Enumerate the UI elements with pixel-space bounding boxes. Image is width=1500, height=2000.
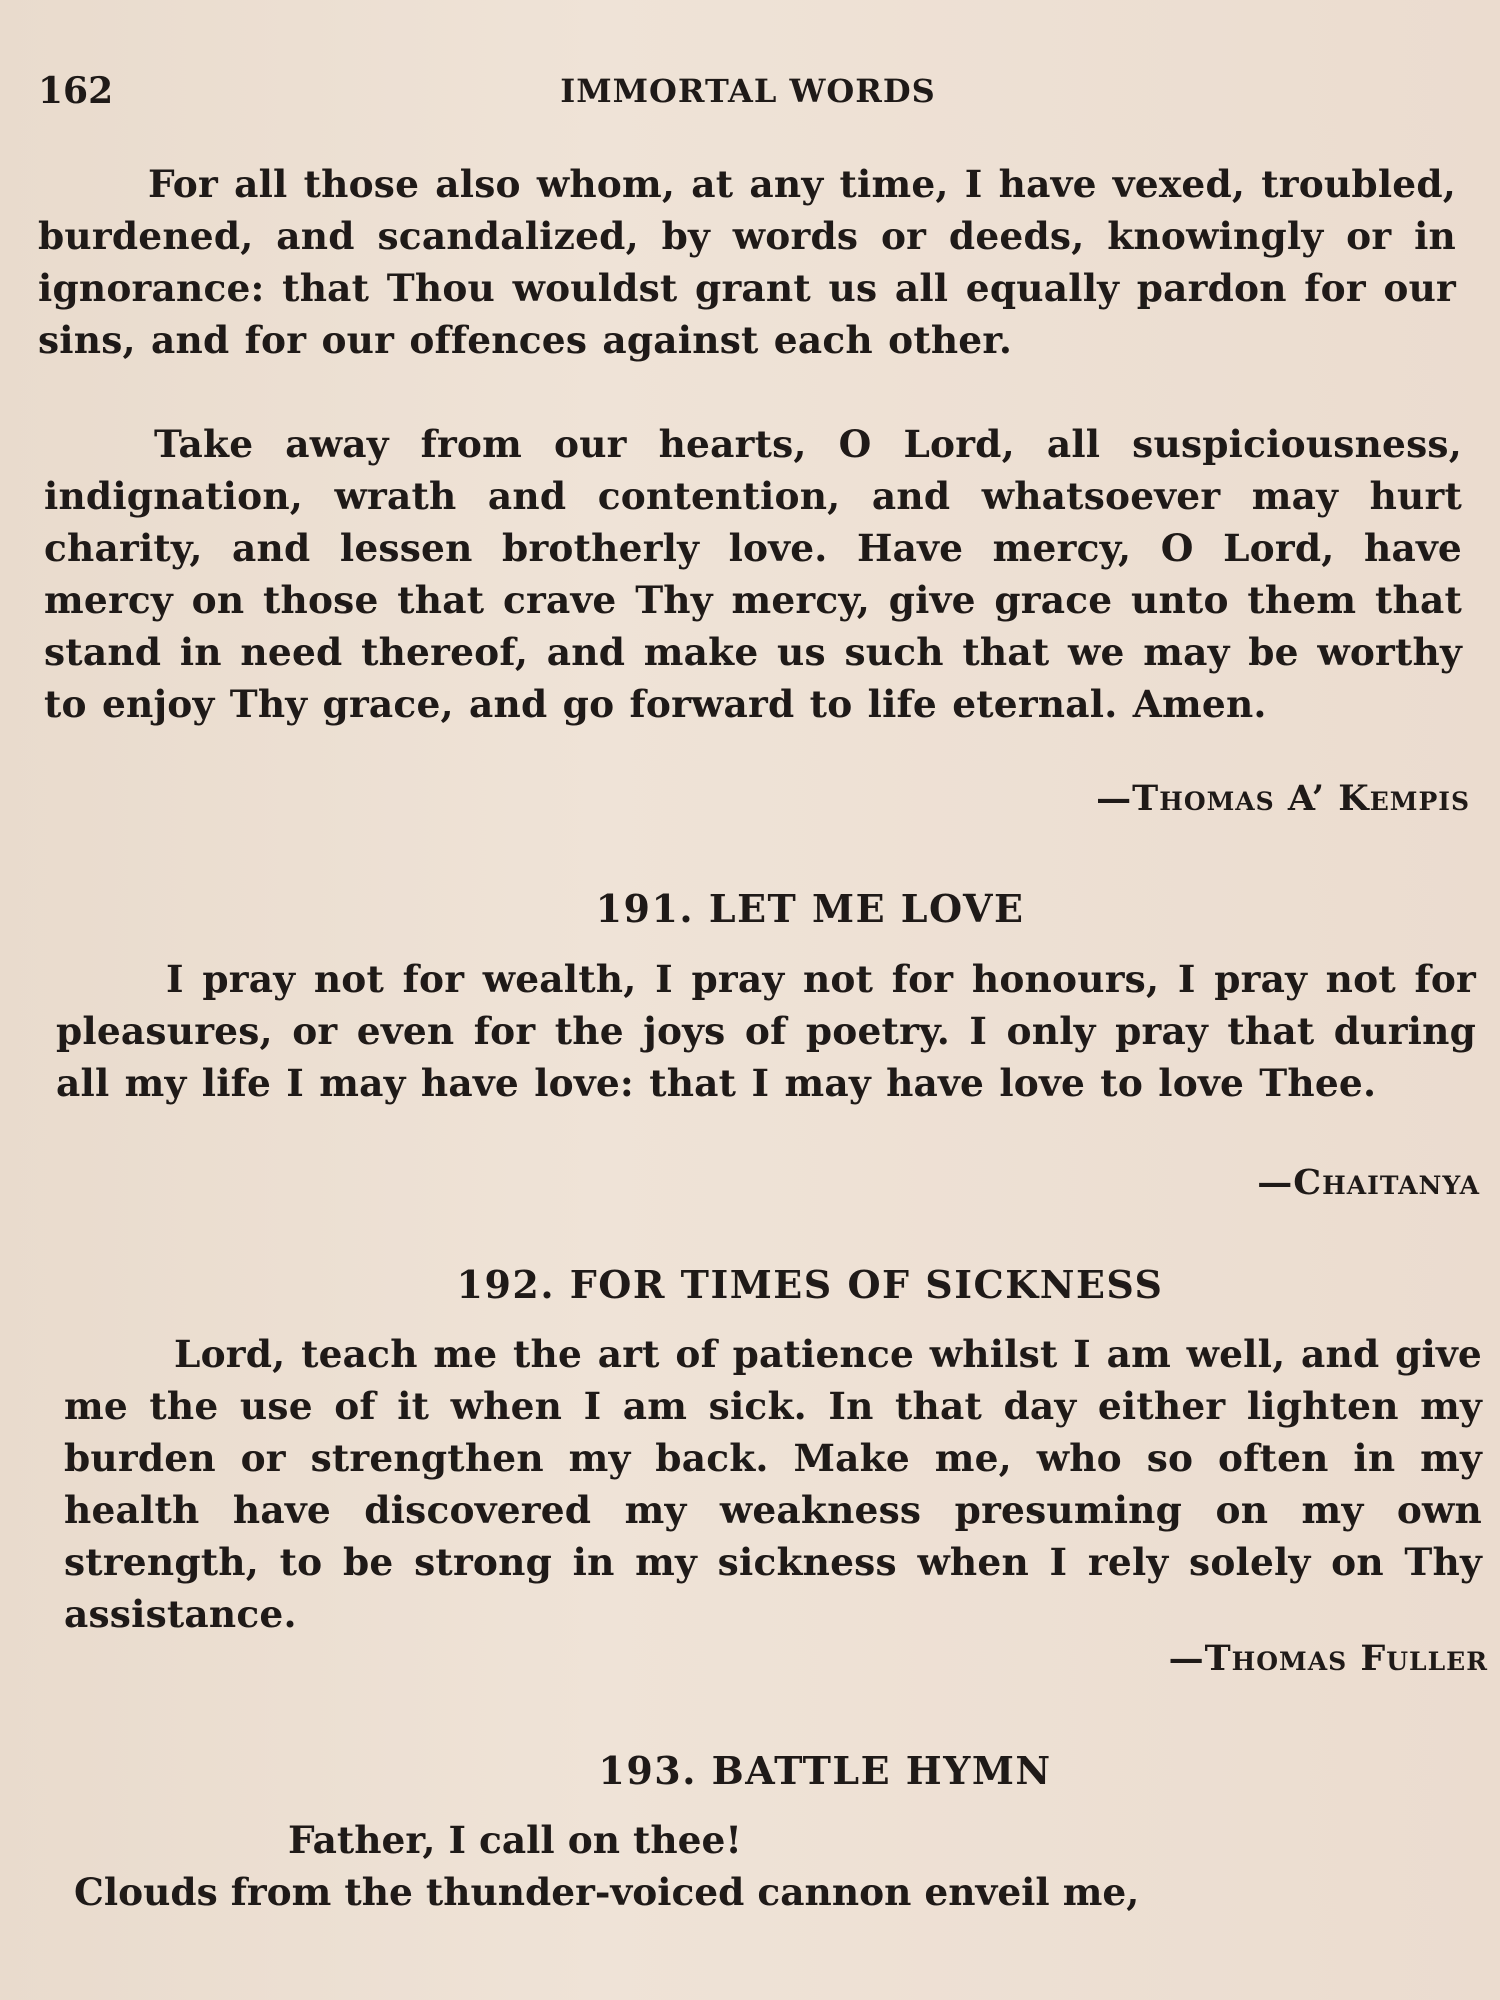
section-192-body: Lord, teach me the art of patience whilst I am well, and give me the use of it when I am sick. In that day either lighten my burden or strengthen my back. Make me, who so often in my health have discovered my weakness presuming on my own strength, to be strong in my sickness when I rely solely on Thy assistance.	[64, 1332, 1482, 1636]
section-192-heading: 192. FOR TIMES OF SICKNESS	[456, 1262, 1164, 1307]
kempis-attribution: —Thomas A’ Kempis	[1096, 778, 1470, 819]
section-193-heading: 193. BATTLE HYMN	[598, 1748, 1052, 1793]
section-192-attribution: —Thomas Fuller	[1168, 1638, 1488, 1679]
page-number: 162	[38, 70, 114, 112]
section-193-verse-line-2: Clouds from the thunder-voiced cannon enveil me,	[74, 1870, 1140, 1914]
section-191-heading: 191. LET ME LOVE	[595, 886, 1025, 931]
section-191-attribution: —Chaitanya	[1257, 1162, 1480, 1203]
running-title: IMMORTAL WORDS	[560, 72, 936, 110]
kempis-paragraph-2: Take away from our hearts, O Lord, all suspiciousness, indignation, wrath and contention, and whatsoever may hurt charity, and lessen brotherly love. Have mercy, O Lord, have mercy on those that crave Thy mercy, give grace unto them that stand in need thereof, and make us such that we may be worthy to enjoy Thy grace, and go forward to life eternal. Amen.	[44, 422, 1462, 726]
section-193-verse-line-1: Father, I call on thee!	[288, 1818, 742, 1862]
running-header	[38, 70, 1458, 120]
kempis-paragraph-1: For all those also whom, at any time, I have vexed, troubled, burdened, and scandalized, by words or deeds, knowingly or in ignorance: that Thou wouldst grant us all equally pardon for our sins, and for our offences against each other.	[38, 162, 1456, 362]
section-191-body: I pray not for wealth, I pray not for honours, I pray not for pleasures, or even for the joys of poetry. I only pray that during all my life I may have love: that I may have love to love Thee.	[56, 957, 1476, 1105]
